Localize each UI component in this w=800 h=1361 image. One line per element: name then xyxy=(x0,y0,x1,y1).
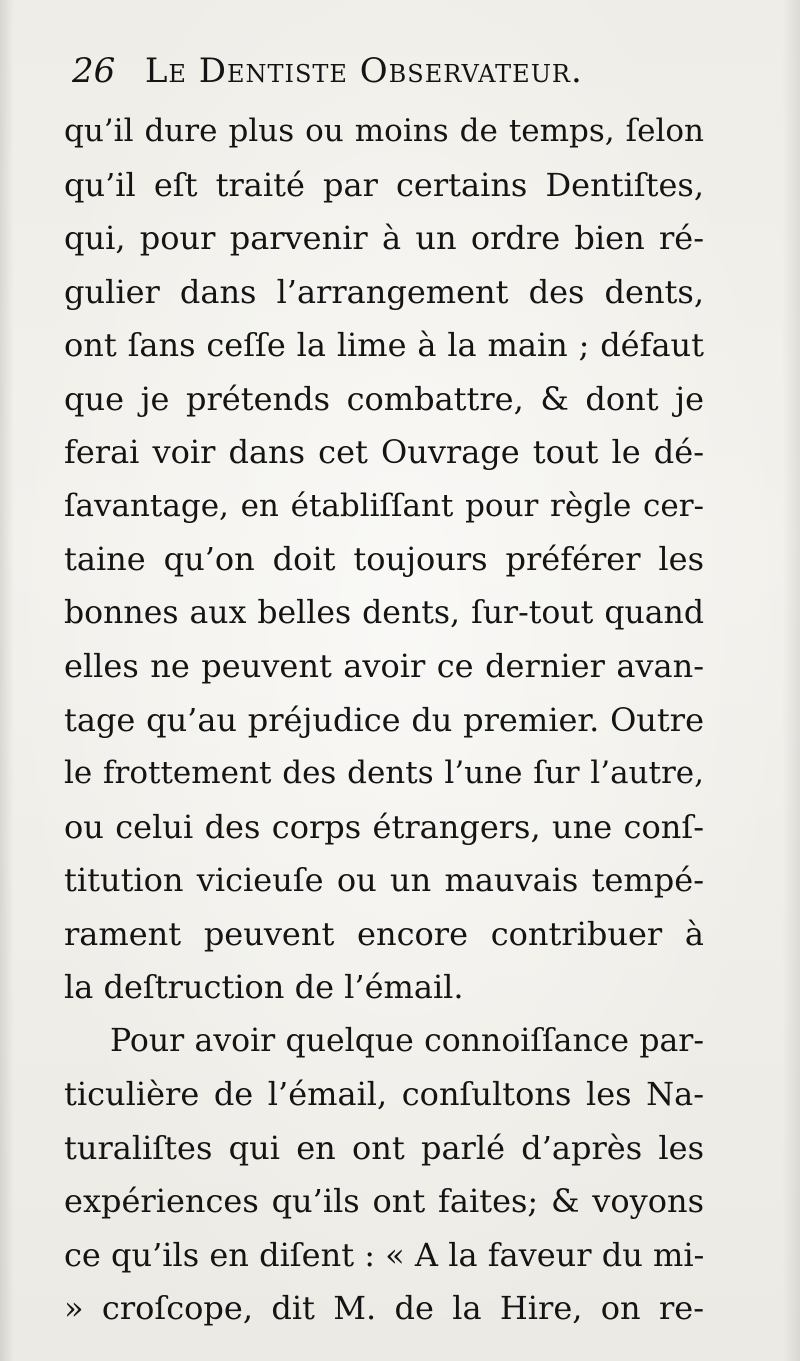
text-line: expériences qu’ils ont faites; & voyons xyxy=(64,1182,704,1220)
text-line: turaliſtes qui en ont parlé d’après les xyxy=(64,1128,704,1167)
paragraph-2 xyxy=(64,1015,704,1336)
text-line: qu’il dure plus ou moins de temps, ſelon xyxy=(64,113,704,149)
body-text xyxy=(64,105,704,1336)
text-line: » croſcope, dit M. de la Hire, on re- xyxy=(64,1289,704,1327)
text-line: le frottement des dents l’une ſur l’autre, xyxy=(64,755,704,791)
running-title: Le Dentiste Observateur. xyxy=(144,51,583,91)
text-line: que je prétends combattre, & dont je xyxy=(64,379,704,418)
text-line: la deſtruction de l’émail. xyxy=(64,968,464,1006)
page-header xyxy=(72,46,712,96)
text-line: bonnes aux belles dents, ſur-tout quand xyxy=(64,594,704,631)
text-line: ticulière de l’émail, conſultons les Na- xyxy=(64,1075,704,1113)
text-line: Pour avoir quelque connoiſſance par- xyxy=(110,1022,704,1059)
text-line: elles ne peuvent avoir ce dernier avan- xyxy=(64,647,704,685)
text-line: titution vicieuſe ou un mauvais tempé- xyxy=(64,861,704,899)
text-line: ou celui des corps étrangers, une conſ- xyxy=(64,807,704,846)
text-line: rament peuvent encore contribuer à xyxy=(64,914,704,953)
page-number: 26 xyxy=(72,51,116,91)
text-line: tage qu’au préjudice du premier. Outre xyxy=(64,700,704,739)
text-line: gulier dans l’arrangement des dents, xyxy=(64,272,704,311)
text-line: taine qu’on doit toujours préférer les xyxy=(64,540,704,578)
paragraph-1 xyxy=(64,105,704,1015)
text-line: ce qu’ils en diſent : « A la faveur du mi- xyxy=(64,1235,705,1274)
text-line: qui, pour parvenir à un ordre bien ré- xyxy=(64,219,704,257)
text-line: qu’il eſt traité par certains Dentiſtes, xyxy=(64,165,704,204)
text-line: ont ſans ceſſe la lime à la main ; défaut xyxy=(64,326,704,364)
text-line: ſavantage, en établiſſant pour règle cer- xyxy=(64,487,704,524)
text-line: ferai voir dans cet Ouvrage tout le dé- xyxy=(64,433,704,471)
